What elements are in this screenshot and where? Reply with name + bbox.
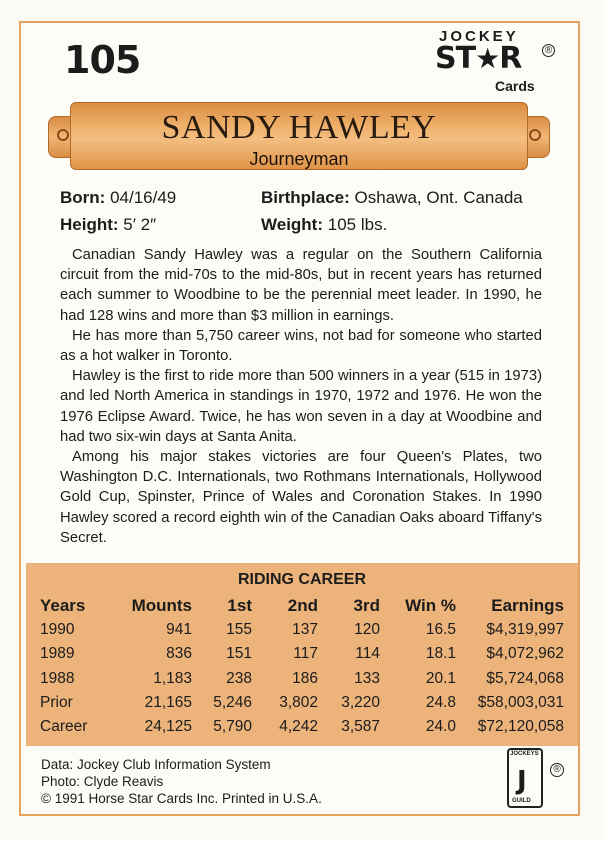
born-label: Born:: [60, 188, 106, 207]
table-cell: 24.0: [425, 718, 456, 736]
banner-plate: [70, 102, 528, 170]
table-cell: 155: [226, 621, 252, 639]
column-header: Earnings: [491, 596, 564, 615]
name-banner: [46, 98, 552, 174]
table-cell: 24.8: [425, 694, 456, 712]
copyright-line: © 1991 Horse Star Cards Inc. Printed in U.S.A.: [41, 791, 322, 806]
column-header: Years: [40, 596, 86, 615]
table-cell: 16.5: [425, 621, 456, 639]
table-row: [40, 667, 564, 691]
table-header-row: [40, 594, 564, 618]
ring-icon: [57, 129, 69, 141]
table-cell: 186: [292, 669, 318, 687]
table-cell: 1,183: [153, 669, 192, 687]
table-cell: 3,802: [279, 694, 318, 712]
weight-value: 105 lbs.: [327, 215, 388, 234]
table-cell: 3,220: [341, 694, 380, 712]
column-header: Mounts: [131, 596, 192, 615]
bio-paragraph: Hawley is the first to ride more than 500 winners in a year (515 in 1973) and led North America in standings in 1970, 1972 and 1976. He won the 1976 Eclipse Award. Twice, he has won seven in a day at Woodbine and had two six-win days at Santa Anita.: [60, 368, 542, 445]
table-cell: 5,790: [213, 718, 252, 736]
table-cell: $5,724,068: [486, 669, 564, 687]
table-cell: 133: [354, 669, 380, 687]
guild-registered-mark: ®: [550, 763, 564, 777]
height-value: 5′ 2″: [123, 215, 157, 234]
table-cell: 24,125: [144, 718, 192, 736]
logo-star-text: [435, 41, 521, 76]
table-cell: 18.1: [425, 645, 456, 663]
table-cell: 836: [166, 645, 192, 663]
biography: [60, 245, 542, 548]
logo-star-right: R: [499, 41, 522, 76]
bio-paragraph: He has more than 5,750 career wins, not bad for someone who started as a hot walker in Toronto.: [60, 327, 542, 365]
column-header: 2nd: [287, 596, 318, 615]
table-cell: $4,072,962: [486, 645, 564, 663]
table-cell: 151: [226, 645, 252, 663]
table-cell: $58,003,031: [477, 694, 564, 712]
career-title: RIDING CAREER: [237, 571, 366, 588]
star-icon: ★: [475, 42, 500, 75]
table-row: [40, 642, 564, 666]
table-row: [40, 691, 564, 715]
guild-top-text: JOCKEYS: [510, 751, 539, 757]
registered-mark: ®: [542, 44, 555, 57]
table-cell: $72,120,058: [477, 718, 564, 736]
table-cell: 1990: [40, 621, 75, 639]
table-cell: 941: [166, 621, 192, 639]
data-credit: Data: Jockey Club Information System: [41, 757, 271, 772]
career-stats-table: [40, 594, 564, 739]
table-cell: 238: [226, 669, 252, 687]
card-credits: [41, 756, 322, 807]
table-row: [40, 715, 564, 739]
guild-letter: J: [517, 766, 527, 796]
table-cell: 20.1: [425, 669, 456, 687]
table-cell: 117: [293, 645, 318, 663]
column-header: 3rd: [353, 596, 380, 615]
ring-icon: [529, 129, 541, 141]
riding-career-box: [26, 563, 578, 746]
card-number: 105: [64, 38, 141, 82]
table-cell: $4,319,997: [486, 621, 564, 639]
weight-label: Weight:: [261, 215, 324, 234]
table-cell: 21,165: [144, 694, 192, 712]
born-value: 04/16/49: [110, 188, 177, 207]
player-position: Journeyman: [249, 149, 349, 169]
player-name: SANDY HAWLEY: [161, 109, 437, 146]
table-cell: 3,587: [341, 718, 380, 736]
birthplace-value: Oshawa, Ont. Canada: [354, 188, 523, 207]
table-cell: 4,242: [279, 718, 318, 736]
table-cell: Career: [40, 718, 88, 736]
photo-credit: Photo: Clyde Reavis: [41, 774, 164, 789]
logo-cards-text: Cards: [495, 78, 535, 94]
bio-paragraph: Canadian Sandy Hawley was a regular on the Southern California circuit from the mid-70s to the mid-80s, but in recent years has returned each summer to Woodbine to be the perennial meet leader. In 1990, he had 128 wins and more than $3 million in earnings.: [60, 247, 542, 324]
height-label: Height:: [60, 215, 119, 234]
table-cell: 120: [354, 621, 380, 639]
table-cell: Prior: [40, 694, 73, 712]
table-cell: 114: [355, 645, 380, 663]
jockey-star-logo: [432, 28, 562, 98]
column-header: 1st: [227, 596, 252, 615]
logo-jockey-text: JOCKEY: [439, 28, 519, 45]
bio-paragraph: Among his major stakes victories are four Queen's Plates, two Washington D.C. Internationals, two Rothmans Internationals, Hollywood Gold Cup, Spinster, Prince of Wales and Coronation Stakes. In 1990 Hawley scored a record eighth win of the Canadian Oaks aboard Tiffany's Secret.: [60, 449, 542, 546]
table-cell: 1988: [40, 669, 75, 687]
guild-bottom-text: GUILD: [512, 798, 531, 804]
birthplace-label: Birthplace:: [261, 188, 350, 207]
logo-star-left: ST: [435, 41, 476, 76]
table-cell: 5,246: [213, 694, 252, 712]
table-row: [40, 618, 564, 642]
column-header: Win %: [405, 596, 456, 615]
jockeys-guild-logo: [507, 748, 543, 808]
table-cell: 137: [292, 621, 318, 639]
table-cell: 1989: [40, 645, 75, 663]
